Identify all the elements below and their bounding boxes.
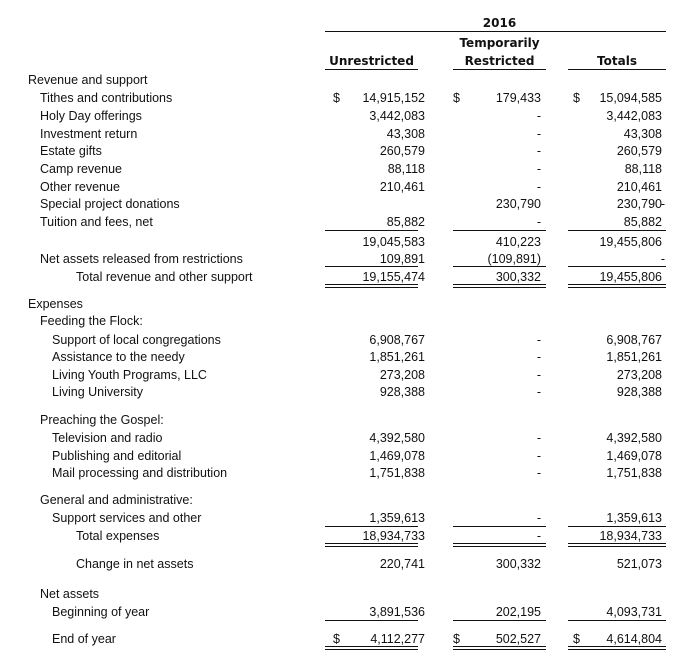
cell-unrestricted: 1,751,838	[369, 466, 425, 480]
cell-temporarily-restricted: -	[536, 431, 541, 445]
cell-unrestricted: 260,579	[379, 144, 425, 158]
cell-temporarily-restricted: 502,527	[495, 632, 541, 646]
cell-total: 88,118	[624, 162, 662, 176]
cell-temporarily-restricted: -	[536, 449, 541, 463]
col-underline-totals	[568, 69, 666, 70]
row-label: Expenses	[28, 297, 83, 311]
dollar-sign: $	[453, 632, 460, 646]
row-label: Estate gifts	[40, 144, 102, 158]
row-label: General and administrative:	[40, 493, 193, 507]
cell-total: 3,442,083	[606, 109, 662, 123]
cell-unrestricted: 220,741	[379, 557, 425, 571]
cell-total: 15,094,585	[599, 91, 662, 105]
cell-total: 1,469,078	[606, 449, 662, 463]
row-label: Mail processing and distribution	[52, 466, 228, 480]
cell-total: 4,392,580	[606, 431, 662, 445]
cell-unrestricted: 3,891,536	[369, 605, 425, 619]
row-label: Living University	[52, 385, 144, 399]
cell-unrestricted: 18,934,733	[362, 529, 425, 543]
cell-temporarily-restricted: 179,433	[495, 91, 541, 105]
cell-total: 210,461	[616, 180, 662, 194]
cell-temporarily-restricted: (109,891)	[487, 252, 541, 266]
cell-total: 273,208	[616, 368, 662, 382]
row-label: End of year	[52, 632, 116, 646]
cell-total: 230,790	[616, 197, 662, 211]
end-of-year-rule	[568, 646, 666, 650]
col-header-totals: Totals	[597, 54, 637, 68]
cell-total: 43,308	[623, 127, 662, 141]
cell-temporarily-restricted: 410,223	[495, 235, 541, 249]
row-label: Tuition and fees, net	[40, 215, 153, 229]
cell-total: 260,579	[616, 144, 662, 158]
row-label: Net assets	[40, 587, 100, 601]
row-label: Preaching the Gospel:	[40, 413, 164, 427]
dollar-sign: $	[573, 91, 580, 105]
row-label: Other revenue	[40, 180, 120, 194]
total-expenses-rule	[325, 543, 418, 547]
cell-unrestricted: 1,851,261	[369, 350, 425, 364]
cell-unrestricted: 1,469,078	[369, 449, 425, 463]
dollar-sign: $	[453, 91, 460, 105]
cell-temporarily-restricted: -	[536, 368, 541, 382]
cell-total: 1,751,838	[606, 466, 662, 480]
cell-unrestricted: 273,208	[379, 368, 425, 382]
cell-total: 85,882	[623, 215, 662, 229]
beginning-rule	[325, 620, 418, 621]
beginning-rule	[453, 620, 546, 621]
row-label: Total revenue and other support	[76, 270, 253, 284]
cell-unrestricted: 43,308	[386, 127, 425, 141]
cell-temporarily-restricted: 230,790	[495, 197, 541, 211]
row-label: Holy Day offerings	[40, 109, 142, 123]
col-underline-unrestricted	[325, 69, 418, 70]
cell-total: 18,934,733	[599, 529, 662, 543]
cell-temporarily-restricted: -	[536, 180, 541, 194]
total-revenue-rule	[325, 284, 418, 288]
cell-total: 521,073	[616, 557, 662, 571]
row-label: Publishing and editorial	[52, 449, 182, 463]
row-label: Support of local congregations	[52, 333, 221, 347]
cell-temporarily-restricted: 202,195	[495, 605, 541, 619]
col-underline-temporarily	[453, 69, 546, 70]
cell-unrestricted: 19,045,583	[362, 235, 425, 249]
subtotal-rule	[325, 230, 418, 231]
cell-unrestricted: -	[660, 197, 665, 211]
header-rule	[325, 31, 666, 32]
total-revenue-rule	[568, 284, 666, 288]
cell-temporarily-restricted: -	[536, 466, 541, 480]
cell-unrestricted: 1,359,613	[369, 511, 425, 525]
cell-total: 928,388	[616, 385, 662, 399]
cell-unrestricted: 210,461	[379, 180, 425, 194]
row-label: Support services and other	[52, 511, 202, 525]
header-year: 2016	[482, 16, 517, 30]
cell-total: 6,908,767	[606, 333, 662, 347]
cell-temporarily-restricted: -	[536, 350, 541, 364]
cell-temporarily-restricted: -	[536, 127, 541, 141]
end-of-year-rule	[325, 646, 418, 650]
cell-unrestricted: 109,891	[379, 252, 425, 266]
cell-unrestricted: 6,908,767	[369, 333, 425, 347]
cell-total: 4,614,804	[606, 632, 662, 646]
row-label: Camp revenue	[40, 162, 122, 176]
end-of-year-rule	[453, 646, 546, 650]
cell-temporarily-restricted: -	[536, 162, 541, 176]
row-label: Beginning of year	[52, 605, 150, 619]
cell-total: 4,093,731	[606, 605, 662, 619]
cell-total: 1,851,261	[606, 350, 662, 364]
cell-unrestricted: 19,155,474	[362, 270, 425, 284]
row-label: Living Youth Programs, LLC	[52, 368, 207, 382]
col-header-unrestricted: Unrestricted	[329, 54, 414, 68]
dollar-sign: $	[333, 632, 340, 646]
cell-unrestricted: 85,882	[386, 215, 425, 229]
cell-unrestricted: 14,915,152	[362, 91, 425, 105]
row-label: Feeding the Flock:	[40, 314, 143, 328]
total-expenses-rule	[568, 543, 666, 547]
cell-temporarily-restricted: -	[536, 144, 541, 158]
row-label: Net assets released from restrictions	[40, 252, 243, 266]
cell-temporarily-restricted: 300,332	[495, 557, 541, 571]
dollar-sign: $	[573, 632, 580, 646]
subtotal-rule	[453, 230, 546, 231]
cell-temporarily-restricted: -	[536, 529, 541, 543]
total-revenue-rule	[453, 284, 546, 288]
col-header-temporarily: Temporarily	[459, 36, 540, 50]
row-label: Tithes and contributions	[40, 91, 173, 105]
cell-unrestricted: 928,388	[379, 385, 425, 399]
row-label: Television and radio	[52, 431, 163, 445]
row-label: Assistance to the needy	[52, 350, 185, 364]
admin-rule	[453, 526, 546, 527]
subtotal-rule	[568, 230, 666, 231]
cell-unrestricted: 3,442,083	[369, 109, 425, 123]
total-expenses-rule	[453, 543, 546, 547]
cell-total: -	[660, 252, 665, 266]
admin-rule	[568, 526, 666, 527]
cell-temporarily-restricted: -	[536, 511, 541, 525]
dollar-sign: $	[333, 91, 340, 105]
cell-temporarily-restricted: 300,332	[495, 270, 541, 284]
row-label: Total expenses	[76, 529, 160, 543]
beginning-rule	[568, 620, 666, 621]
released-rule	[568, 266, 666, 267]
row-label: Investment return	[40, 127, 138, 141]
cell-total: 19,455,806	[599, 235, 662, 249]
released-rule	[453, 266, 546, 267]
row-label: Revenue and support	[28, 73, 148, 87]
col-header-restricted: Restricted	[464, 54, 535, 68]
cell-unrestricted: 4,112,277	[370, 632, 425, 646]
row-label: Special project donations	[40, 197, 180, 211]
cell-temporarily-restricted: -	[536, 109, 541, 123]
cell-temporarily-restricted: -	[536, 215, 541, 229]
cell-temporarily-restricted: -	[536, 333, 541, 347]
cell-total: 1,359,613	[606, 511, 662, 525]
admin-rule	[325, 526, 418, 527]
cell-temporarily-restricted: -	[536, 385, 541, 399]
cell-total: 19,455,806	[599, 270, 662, 284]
row-label: Change in net assets	[76, 557, 194, 571]
cell-unrestricted: 88,118	[387, 162, 425, 176]
cell-unrestricted: 4,392,580	[369, 431, 425, 445]
released-rule	[325, 266, 418, 267]
